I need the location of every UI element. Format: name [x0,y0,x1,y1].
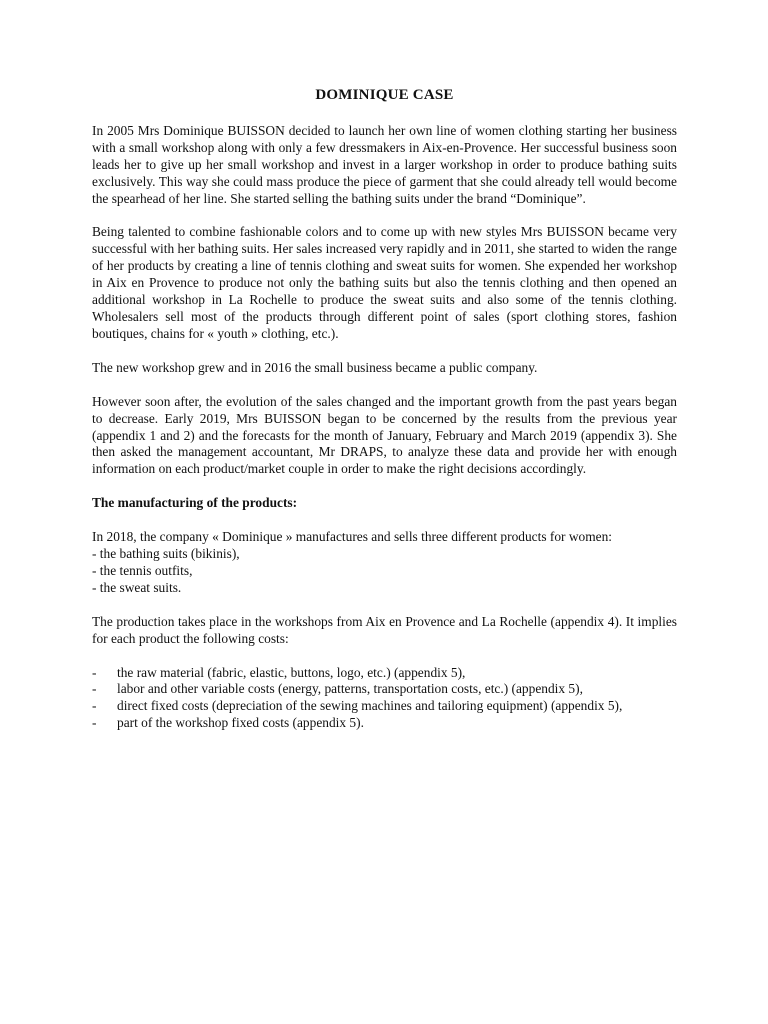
products-block [92,529,677,597]
product-item: - the tennis outfits, [92,562,193,578]
cost-item: - direct fixed costs (depreciation of the sewing machines and tailoring equipment) (appendix 5), [92,698,677,715]
paragraph-production: The production takes place in the workshops from Aix en Provence and La Rochelle (appendix 4). It implies for each product the following costs: [92,613,677,646]
document-body [92,87,677,732]
paragraph-history: In 2005 Mrs Dominique BUISSON decided to launch her own line of women clothing starting her business with a small workshop along with only a few dressmakers in Aix-en-Provence. Her successful business soon leads her to give up her small workshop and invest in a larger workshop in order to produce bathing suits exclusively. This way she could mass produce the piece of garment that she could already tell would become the spearhead of her line. She started selling the bathing suits under the brand “Dominique”. [92,122,677,206]
section-heading: The manufacturing of the products: [92,495,298,511]
paragraph-public-company: The new workshop grew and in 2016 the small business became a public company. [92,359,538,375]
cost-item: - labor and other variable costs (energy, patterns, transportation costs, etc.) (appendix 5), [92,681,677,698]
paragraph-sales-decline: However soon after, the evolution of the sales changed and the important growth from the past years began to decrease. Early 2019, Mrs BUISSON began to be concerned by the results from the previous year (appendix 1 and 2) and the forecasts for the month of January, February and March 2019 (appendix 3). She then asked the management accountant, Mr DRAPS, to analyze these data and provide her with enough information on each product/market couple in order to make the right decisions accordingly. [92,393,677,477]
paragraph-growth: Being talented to combine fashionable colors and to come up with new styles Mrs BUISSON became very successful with her bathing suits. Her sales increased very rapidly and in 2011, she started to widen the range of her products by creating a line of tennis clothing and sweat suits for women. She expended her workshop in Aix en Provence to produce not only the bathing suits but also the tennis clothing and then opened an additional workshop in La Rochelle to produce the sweat suits and also some of the tennis clothing. Wholesalers sell most of the products through different point of sales (sport clothing stores, fashion boutiques, chains for « youth » clothing, etc.). [92,224,677,341]
cost-item: - the raw material (fabric, elastic, buttons, logo, etc.) (appendix 5), [92,665,677,682]
product-item: - the sweat suits. [92,579,182,595]
products-intro: In 2018, the company « Dominique » manufactures and sells three different products for women: [92,529,612,545]
document-title: DOMINIQUE CASE [315,87,454,103]
cost-item: - part of the workshop fixed costs (appendix 5). [92,715,677,732]
costs-list [92,665,677,733]
product-item: - the bathing suits (bikinis), [92,546,240,562]
